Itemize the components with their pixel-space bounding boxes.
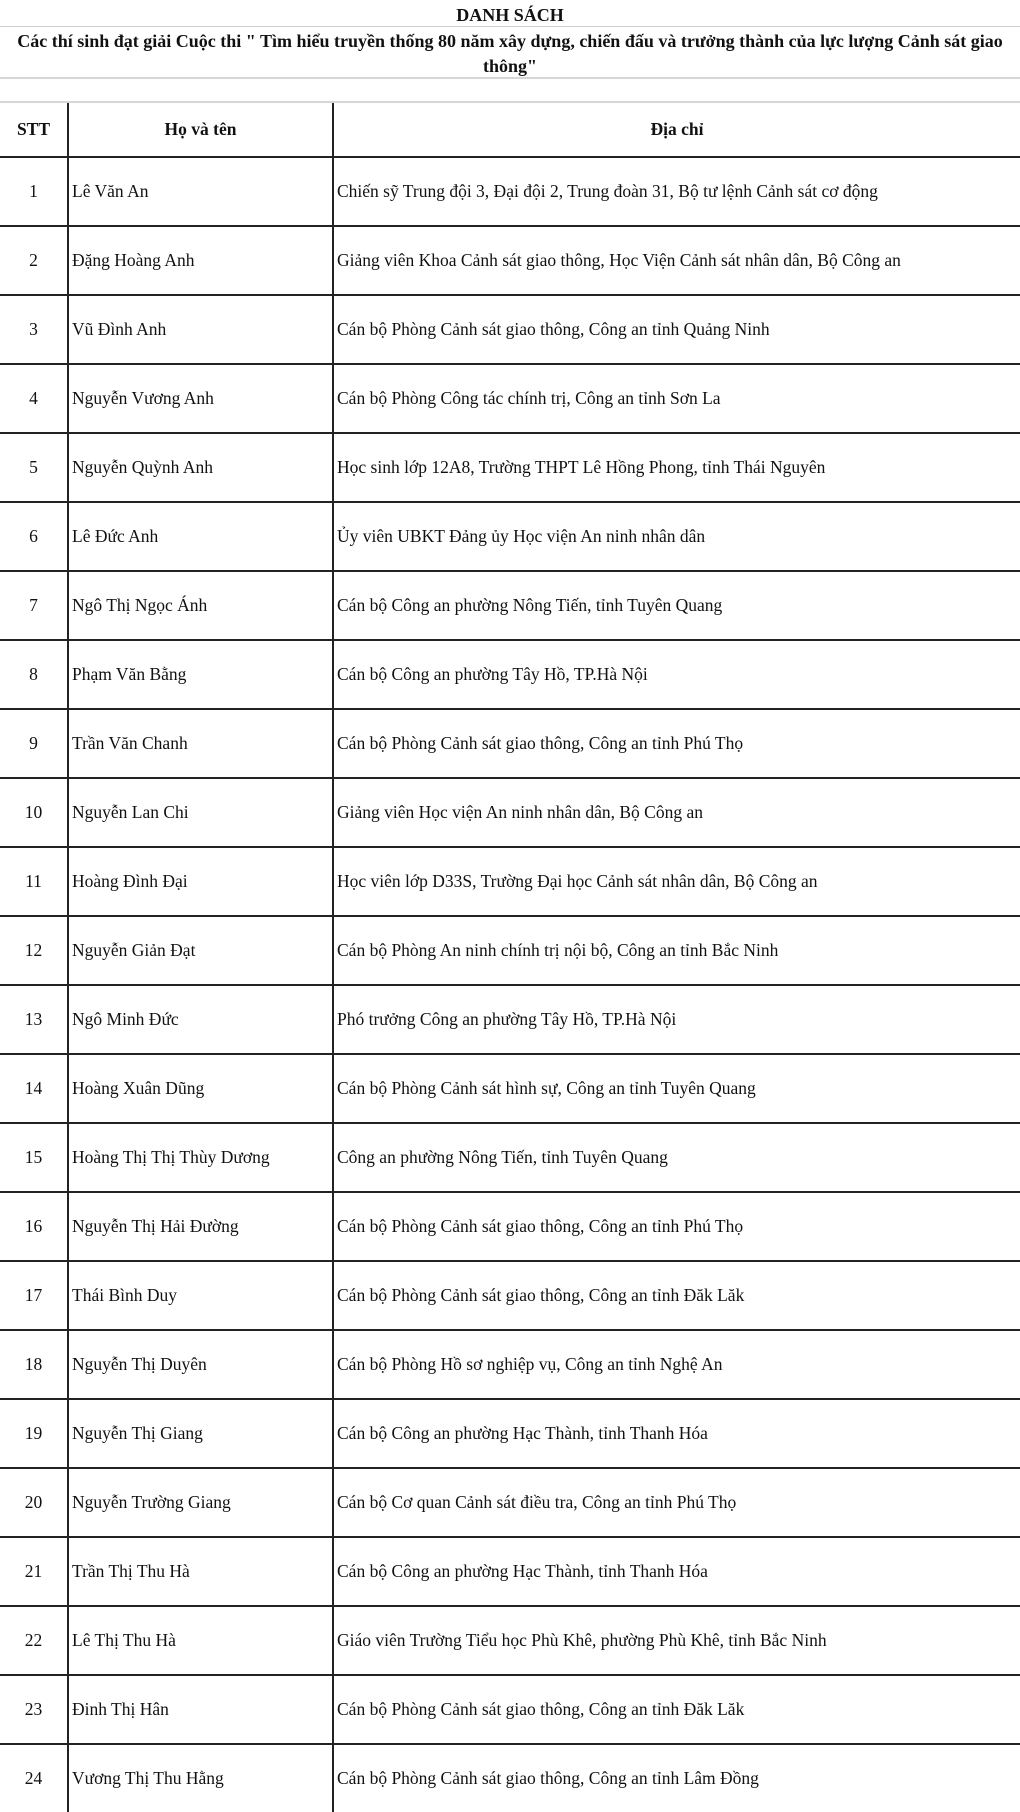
cell-name: Ngô Minh Đức — [68, 985, 333, 1054]
cell-stt: 9 — [0, 709, 68, 778]
cell-stt: 18 — [0, 1330, 68, 1399]
cell-name: Ngô Thị Ngọc Ánh — [68, 571, 333, 640]
cell-stt: 1 — [0, 157, 68, 226]
cell-stt: 14 — [0, 1054, 68, 1123]
cell-name: Nguyễn Lan Chi — [68, 778, 333, 847]
table-row — [0, 157, 1020, 226]
cell-stt: 21 — [0, 1537, 68, 1606]
table-row — [0, 778, 1020, 847]
cell-stt: 16 — [0, 1192, 68, 1261]
cell-stt: 13 — [0, 985, 68, 1054]
table-row — [0, 1468, 1020, 1537]
cell-address: Giáo viên Trường Tiểu học Phù Khê, phường Phù Khê, tỉnh Bắc Ninh — [333, 1606, 1020, 1675]
cell-address: Cán bộ Phòng An ninh chính trị nội bộ, Công an tỉnh Bắc Ninh — [333, 916, 1020, 985]
cell-name: Nguyễn Vương Anh — [68, 364, 333, 433]
table-row — [0, 1330, 1020, 1399]
cell-address: Cán bộ Công an phường Nông Tiến, tỉnh Tuyên Quang — [333, 571, 1020, 640]
cell-name: Đinh Thị Hân — [68, 1675, 333, 1744]
table-row — [0, 364, 1020, 433]
cell-address: Cán bộ Phòng Cảnh sát hình sự, Công an tỉnh Tuyên Quang — [333, 1054, 1020, 1123]
table-row — [0, 709, 1020, 778]
cell-address: Học viên lớp D33S, Trường Đại học Cảnh sát nhân dân, Bộ Công an — [333, 847, 1020, 916]
cell-stt: 10 — [0, 778, 68, 847]
document-subtitle: Các thí sinh đạt giải Cuộc thi " Tìm hiểu truyền thống 80 năm xây dựng, chiến đấu và trưởng thành của lực lượng Cảnh sát giao thông" — [0, 27, 1020, 79]
cell-address: Cán bộ Công an phường Hạc Thành, tỉnh Thanh Hóa — [333, 1537, 1020, 1606]
cell-name: Lê Đức Anh — [68, 502, 333, 571]
cell-address: Phó trưởng Công an phường Tây Hồ, TP.Hà Nội — [333, 985, 1020, 1054]
table-row — [0, 1123, 1020, 1192]
table-row — [0, 640, 1020, 709]
table-row — [0, 1054, 1020, 1123]
header-name: Họ và tên — [68, 103, 333, 157]
table-row — [0, 433, 1020, 502]
cell-name: Vương Thị Thu Hằng — [68, 1744, 333, 1812]
cell-stt: 23 — [0, 1675, 68, 1744]
cell-name: Nguyễn Giản Đạt — [68, 916, 333, 985]
cell-name: Nguyễn Trường Giang — [68, 1468, 333, 1537]
table-row — [0, 1399, 1020, 1468]
winners-table — [0, 103, 1020, 1812]
table-row — [0, 847, 1020, 916]
cell-name: Trần Thị Thu Hà — [68, 1537, 333, 1606]
cell-name: Hoàng Đình Đại — [68, 847, 333, 916]
cell-name: Nguyễn Thị Giang — [68, 1399, 333, 1468]
cell-address: Công an phường Nông Tiến, tỉnh Tuyên Quang — [333, 1123, 1020, 1192]
cell-stt: 19 — [0, 1399, 68, 1468]
cell-name: Đặng Hoàng Anh — [68, 226, 333, 295]
cell-stt: 11 — [0, 847, 68, 916]
cell-address: Cán bộ Phòng Cảnh sát giao thông, Công an tỉnh Phú Thọ — [333, 1192, 1020, 1261]
table-header-row — [0, 103, 1020, 157]
cell-name: Lê Thị Thu Hà — [68, 1606, 333, 1675]
table-row — [0, 985, 1020, 1054]
cell-name: Thái Bình Duy — [68, 1261, 333, 1330]
cell-name: Vũ Đình Anh — [68, 295, 333, 364]
cell-address: Cán bộ Phòng Cảnh sát giao thông, Công an tỉnh Phú Thọ — [333, 709, 1020, 778]
cell-address: Học sinh lớp 12A8, Trường THPT Lê Hồng Phong, tỉnh Thái Nguyên — [333, 433, 1020, 502]
cell-stt: 22 — [0, 1606, 68, 1675]
cell-address: Giảng viên Học viện An ninh nhân dân, Bộ Công an — [333, 778, 1020, 847]
cell-address: Cán bộ Phòng Hồ sơ nghiệp vụ, Công an tỉnh Nghệ An — [333, 1330, 1020, 1399]
cell-stt: 6 — [0, 502, 68, 571]
header-stt: STT — [16, 119, 51, 139]
cell-name: Hoàng Xuân Dũng — [68, 1054, 333, 1123]
cell-address: Cán bộ Phòng Cảnh sát giao thông, Công an tỉnh Đăk Lăk — [333, 1261, 1020, 1330]
cell-name: Hoàng Thị Thị Thùy Dương — [68, 1123, 333, 1192]
cell-stt: 12 — [0, 916, 68, 985]
cell-name: Nguyễn Thị Duyên — [68, 1330, 333, 1399]
cell-address: Cán bộ Phòng Cảnh sát giao thông, Công an tỉnh Quảng Ninh — [333, 295, 1020, 364]
cell-name: Phạm Văn Bằng — [68, 640, 333, 709]
cell-stt: 2 — [0, 226, 68, 295]
cell-address: Cán bộ Phòng Cảnh sát giao thông, Công an tỉnh Lâm Đồng — [333, 1744, 1020, 1812]
cell-stt: 8 — [0, 640, 68, 709]
table-row — [0, 571, 1020, 640]
cell-address: Cán bộ Cơ quan Cảnh sát điều tra, Công an tỉnh Phú Thọ — [333, 1468, 1020, 1537]
document-title: DANH SÁCH — [0, 0, 1020, 27]
table-row — [0, 916, 1020, 985]
table-row — [0, 1744, 1020, 1812]
table-row — [0, 1675, 1020, 1744]
cell-stt: 17 — [0, 1261, 68, 1330]
cell-name: Trần Văn Chanh — [68, 709, 333, 778]
cell-address: Giảng viên Khoa Cảnh sát giao thông, Học Viện Cảnh sát nhân dân, Bộ Công an — [333, 226, 1020, 295]
cell-stt: 5 — [0, 433, 68, 502]
table-row — [0, 1606, 1020, 1675]
cell-name: Nguyễn Thị Hải Đường — [68, 1192, 333, 1261]
header-address: Địa chỉ — [333, 103, 1020, 157]
cell-stt: 15 — [0, 1123, 68, 1192]
cell-address: Cán bộ Phòng Cảnh sát giao thông, Công an tỉnh Đăk Lăk — [333, 1675, 1020, 1744]
table-row — [0, 502, 1020, 571]
table-row — [0, 1537, 1020, 1606]
cell-stt: 3 — [0, 295, 68, 364]
cell-address: Cán bộ Công an phường Tây Hồ, TP.Hà Nội — [333, 640, 1020, 709]
table-row — [0, 295, 1020, 364]
cell-name: Lê Văn An — [68, 157, 333, 226]
table-body — [0, 157, 1020, 1812]
cell-name: Nguyễn Quỳnh Anh — [68, 433, 333, 502]
cell-address: Ủy viên UBKT Đảng ủy Học viện An ninh nhân dân — [333, 502, 1020, 571]
cell-address: Cán bộ Công an phường Hạc Thành, tỉnh Thanh Hóa — [333, 1399, 1020, 1468]
cell-stt: 4 — [0, 364, 68, 433]
cell-address: Chiến sỹ Trung đội 3, Đại đội 2, Trung đoàn 31, Bộ tư lệnh Cảnh sát cơ động — [333, 157, 1020, 226]
table-row — [0, 1261, 1020, 1330]
cell-stt: 20 — [0, 1468, 68, 1537]
table-row — [0, 226, 1020, 295]
cell-address: Cán bộ Phòng Công tác chính trị, Công an tỉnh Sơn La — [333, 364, 1020, 433]
table-row — [0, 1192, 1020, 1261]
cell-stt: 7 — [0, 571, 68, 640]
cell-stt: 24 — [0, 1744, 68, 1812]
